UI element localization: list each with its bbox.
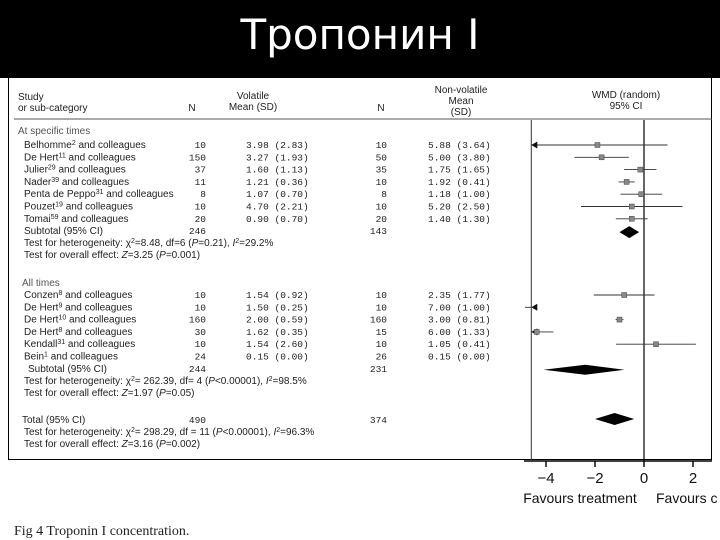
header-subcategory: or sub-category xyxy=(18,103,88,114)
n-volatile: 8 xyxy=(200,189,206,201)
volatile-mean-sd: 1.54 (0.92) xyxy=(246,290,309,301)
n-nonvolatile: 160 xyxy=(369,314,387,326)
volatile-mean-sd: 1.21 (0.36) xyxy=(246,176,309,188)
volatile-mean-sd: 3.27 (1.93) xyxy=(246,152,309,164)
subtotal-n-nonvolatile: 143 xyxy=(369,226,387,238)
total-overall-effect-text: Test for overall effect: Z=3.16 (P=0.002) xyxy=(24,439,201,450)
n-volatile: 30 xyxy=(194,326,206,338)
n-nonvolatile: 10 xyxy=(375,201,387,213)
n-volatile: 11 xyxy=(194,176,206,188)
volatile-mean-sd: 1.50 (0.25) xyxy=(246,302,309,314)
volatile-mean-sd: 0.15 (0.00) xyxy=(246,351,309,363)
n-nonvolatile: 10 xyxy=(375,140,387,151)
header-volatile-mean-sd: Mean (SD) xyxy=(228,102,278,113)
total-heterogeneity-text: Test for heterogeneity: $\chi^2= 298.29$, df = 11 (P<0.00001), $I^2=96.3\%$ xyxy=(24,426,315,438)
study-name: De Hert$^8$ and colleagues xyxy=(24,326,133,338)
group-heading: At specific times xyxy=(18,126,91,137)
point-estimate xyxy=(629,204,634,209)
n-nonvolatile: 50 xyxy=(375,152,387,164)
n-nonvolatile: 10 xyxy=(375,339,387,351)
nonvolatile-mean-sd: 1.92 (0.41) xyxy=(428,176,491,188)
study-name: Pouzet$^{19}$ and colleagues xyxy=(24,201,133,213)
favours-control-label: Favours c xyxy=(656,490,718,506)
volatile-mean-sd: 1.60 (1.13) xyxy=(246,164,309,176)
subtotal-n-volatile: 244 xyxy=(188,363,206,375)
point-estimate xyxy=(639,192,644,197)
subtotal-label: Subtotal (95% CI) xyxy=(28,363,107,375)
nonvolatile-mean-sd: 5.00 (3.80) xyxy=(428,152,491,164)
header-n-volatile: N xyxy=(188,103,196,114)
n-volatile: 10 xyxy=(194,302,206,314)
volatile-mean-sd: 1.07 (0.70) xyxy=(246,189,309,201)
point-estimate xyxy=(654,342,659,347)
n-nonvolatile: 35 xyxy=(375,164,387,176)
n-nonvolatile: 10 xyxy=(375,302,387,314)
header-nonvolatile: Non-volatile xyxy=(434,85,488,96)
nonvolatile-mean-sd: 1.18 (1.00) xyxy=(428,189,491,201)
study-name: De Hert$^{11}$ and colleagues xyxy=(24,151,136,164)
nonvolatile-mean-sd: 1.40 (1.30) xyxy=(428,213,491,225)
point-estimate xyxy=(595,143,600,148)
nonvolatile-mean-sd: 3.00 (0.81) xyxy=(428,314,491,326)
heterogeneity-text: Test for heterogeneity: $\chi^2= 262.39$, df= 4 (P<0.00001), $I^2=98.5\%$ xyxy=(24,375,307,387)
n-volatile: 160 xyxy=(188,314,206,326)
point-estimate xyxy=(617,317,622,322)
volatile-mean-sd: 2.00 (0.59) xyxy=(246,314,309,326)
x-tick-label: 0 xyxy=(639,470,649,487)
nonvolatile-mean-sd: 2.35 (1.77) xyxy=(428,290,491,301)
n-nonvolatile: 8 xyxy=(381,189,387,201)
header-wmd: WMD (random) xyxy=(591,90,661,101)
nonvolatile-mean-sd: 6.00 (1.33) xyxy=(428,326,491,338)
overall-effect-text: Test for overall effect: Z=3.25 (P=0.001) xyxy=(24,250,201,262)
study-name: Kendall$^{31}$ and colleagues xyxy=(24,338,136,351)
subtotal-n-nonvolatile: 231 xyxy=(369,363,387,375)
volatile-mean-sd: 4.70 (2.21) xyxy=(246,201,309,213)
subtotal-diamond xyxy=(620,226,640,238)
nonvolatile-mean-sd: 0.15 (0.00) xyxy=(428,351,491,363)
study-name: Tomai$^{59}$ and colleagues xyxy=(24,213,129,225)
heterogeneity-text: Test for heterogeneity: $\chi^2=8.48$, df=6 (P=0.21), $I^2=29.2\%$ xyxy=(24,237,274,250)
favours-treatment-label: Favours treatment xyxy=(523,490,637,506)
total-n-nonvolatile: 374 xyxy=(369,415,387,426)
n-nonvolatile: 26 xyxy=(375,351,387,363)
ci-arrow-left xyxy=(531,142,537,149)
n-volatile: 24 xyxy=(194,351,206,363)
subtotal-n-volatile: 246 xyxy=(188,226,206,238)
point-estimate xyxy=(534,329,539,334)
study-name: Conzen$^8$ and colleagues xyxy=(24,289,133,301)
figure-caption: Fig 4 Troponin I concentration. xyxy=(14,524,190,539)
n-volatile: 37 xyxy=(194,164,206,176)
study-name: Bein$^1$ and colleagues xyxy=(24,351,118,363)
n-nonvolatile: 15 xyxy=(375,326,387,338)
study-name: De Hert$^{10}$ and colleagues xyxy=(24,314,137,326)
study-name: Nader$^{39}$ and colleagues xyxy=(24,176,130,188)
x-tick-label: −2 xyxy=(586,470,604,487)
volatile-mean-sd: 3.98 (2.83) xyxy=(246,140,309,151)
study-name: Belhomme$^2$ and colleagues xyxy=(24,139,146,151)
header-volatile: Volatile xyxy=(236,91,270,102)
study-name: Julier$^{29}$ and colleagues xyxy=(24,164,126,176)
total-label: Total (95% CI) xyxy=(22,415,86,426)
nonvolatile-mean-sd: 7.00 (1.00) xyxy=(428,302,491,314)
total-n-volatile: 490 xyxy=(188,415,206,426)
x-tick-label: 2 xyxy=(688,470,698,487)
point-estimate xyxy=(599,155,604,160)
n-volatile: 20 xyxy=(194,213,206,225)
n-nonvolatile: 10 xyxy=(375,290,387,301)
volatile-mean-sd: 1.62 (0.35) xyxy=(246,326,309,338)
header-ci: 95% CI xyxy=(609,101,643,112)
ci-arrow-left xyxy=(531,304,537,311)
nonvolatile-mean-sd: 1.05 (0.41) xyxy=(428,339,491,351)
header-study: Study xyxy=(18,92,44,103)
point-estimate xyxy=(624,179,629,184)
n-volatile: 10 xyxy=(194,201,206,213)
nonvolatile-mean-sd: 5.88 (3.64) xyxy=(428,140,491,151)
header-nonvolatile-mean: Mean xyxy=(448,96,474,107)
volatile-mean-sd: 1.54 (2.60) xyxy=(246,339,309,351)
subtotal-label: Subtotal (95% CI) xyxy=(24,226,103,238)
n-nonvolatile: 10 xyxy=(375,176,387,188)
n-volatile: 10 xyxy=(194,290,206,301)
volatile-mean-sd: 0.90 (0.70) xyxy=(246,213,309,225)
slide-title: Тропонин I xyxy=(240,10,480,59)
n-volatile: 10 xyxy=(194,339,206,351)
total-diamond xyxy=(595,413,634,425)
header-nonvolatile-sd: (SD) xyxy=(450,107,472,118)
study-name: Penta de Peppo$^{31}$ and colleagues xyxy=(24,188,174,201)
n-volatile: 150 xyxy=(188,152,206,164)
point-estimate xyxy=(629,216,634,221)
group-heading: All times xyxy=(22,278,60,289)
header-n-nonvolatile: N xyxy=(377,103,385,114)
n-nonvolatile: 20 xyxy=(375,213,387,225)
subtotal-diamond xyxy=(544,365,625,375)
point-estimate xyxy=(622,293,627,298)
study-name: De Hert$^9$ and colleagues xyxy=(24,301,133,314)
x-tick-label: −4 xyxy=(537,470,555,487)
n-volatile: 10 xyxy=(194,140,206,151)
overall-effect-text: Test for overall effect: Z=1.97 (P=0.05) xyxy=(24,387,195,399)
point-estimate xyxy=(638,167,643,172)
nonvolatile-mean-sd: 1.75 (1.65) xyxy=(428,164,491,176)
nonvolatile-mean-sd: 5.20 (2.50) xyxy=(428,201,491,213)
